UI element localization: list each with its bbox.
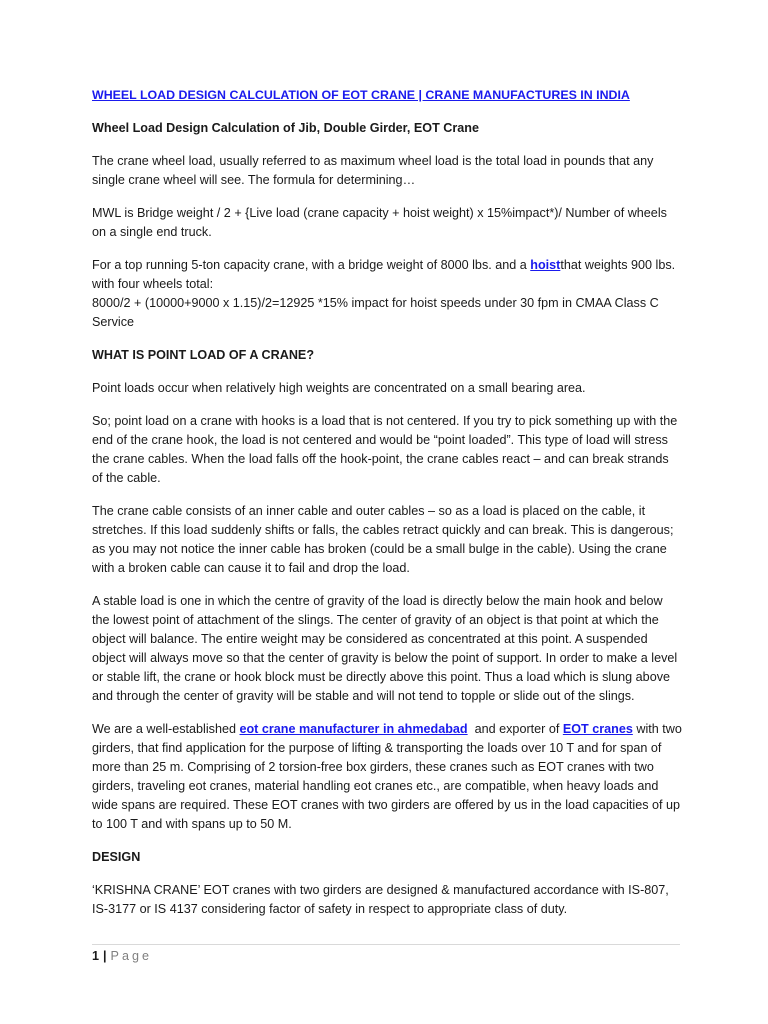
paragraph-mwl-formula: MWL is Bridge weight / 2 + {Live load (crane capacity + hoist weight) x 15%impact*)/ Number of wheels on a single end truck. <box>92 206 667 239</box>
paragraph-point-loads: Point loads occur when relatively high weights are concentrated on a small bearing area. <box>92 381 586 395</box>
paragraph-design: ‘KRISHNA CRANE’ EOT cranes with two girders are designed & manufactured accordance with IS-807, IS-3177 or IS 4137 considering factor of safety in respect to appropriate class of duty. <box>92 883 669 916</box>
footer-separator: | <box>103 949 107 963</box>
paragraph-stable-load: A stable load is one in which the centre of gravity of the load is directly below the main hook and below the lowest point of attachment of the slings. The center of gravity of an object is that point at which the object will balance. The entire weight may be considered as concentrated at this point. A suspended object will always move so that the center of gravity is below the point of support. In order to make a level or stable lift, the crane or hook block must be directly above this point. Thus a load which is slung above and through the center of gravity will be stable and will not tend to topple or slide out of the slings. <box>92 594 678 703</box>
example-formula: 8000/2 + (10000+9000 x 1.15)/2=12925 *15% impact for hoist speeds under 30 fpm in CMAA Class C Service <box>92 296 659 329</box>
manufacturer-text-middle: and exporter of <box>467 722 563 736</box>
paragraph-hook-load: So; point load on a crane with hooks is a load that is not centered. If you try to pick something up with the end of the crane hook, the load is not centered and would be “point loaded”. This type of load will stress the crane cables. When the load falls off the hook-point, the crane cables react – and can break strands of the cable. <box>92 414 678 485</box>
eot-cranes-link[interactable]: EOT cranes <box>562 722 633 736</box>
paragraph-manufacturer <box>92 720 682 834</box>
paragraph-wheel-load: The crane wheel load, usually referred to as maximum wheel load is the total load in pounds that any single crane wheel will see. The formula for determining… <box>92 154 654 187</box>
document-page <box>92 86 682 933</box>
page-number: 1 <box>92 949 100 963</box>
manufacturer-text-before: We are a well-established <box>92 722 240 736</box>
heading-design: DESIGN <box>92 850 141 864</box>
example-text-before: For a top running 5-ton capacity crane, with a bridge weight of 8000 lbs. and a <box>92 258 531 272</box>
example-text-after: that weights 900 lbs. with four wheels total: <box>92 258 676 291</box>
title-link[interactable]: WHEEL LOAD DESIGN CALCULATION OF EOT CRANE | CRANE MANUFACTURES IN INDIA <box>92 88 630 102</box>
page-footer <box>92 944 680 963</box>
page-label: Page <box>110 949 152 963</box>
subtitle: Wheel Load Design Calculation of Jib, Double Girder, EOT Crane <box>92 121 479 135</box>
manufacturer-text-after: with two girders, that find application for the purpose of lifting & transporting the loads over 10 T and for span of more than 25 m. Comprising of 2 torsion-free box girders, these cranes such as EOT cranes with two girders, traveling eot cranes, material handling eot cranes etc., are compatible, when heavy loads and wide spans are required. These EOT cranes with two girders are offered by us in the load capacities of up to 100 T and with spans up to 50 M. <box>92 722 682 831</box>
heading-point-load: WHAT IS POINT LOAD OF A CRANE? <box>92 348 315 362</box>
hoist-link[interactable]: hoist <box>530 258 561 272</box>
eot-manufacturer-link[interactable]: eot crane manufacturer in ahmedabad <box>239 722 468 736</box>
title-paragraph <box>92 86 682 105</box>
paragraph-crane-cable: The crane cable consists of an inner cable and outer cables – so as a load is placed on the cable, it stretches. If this load suddenly shifts or falls, the cables retract quickly and can break. This is dangerous; as you may not notice the inner cable has broken (could be a small bulge in the cable). Using the crane with a broken cable can cause it to fail and drop the load. <box>92 504 674 575</box>
paragraph-example <box>92 256 682 332</box>
